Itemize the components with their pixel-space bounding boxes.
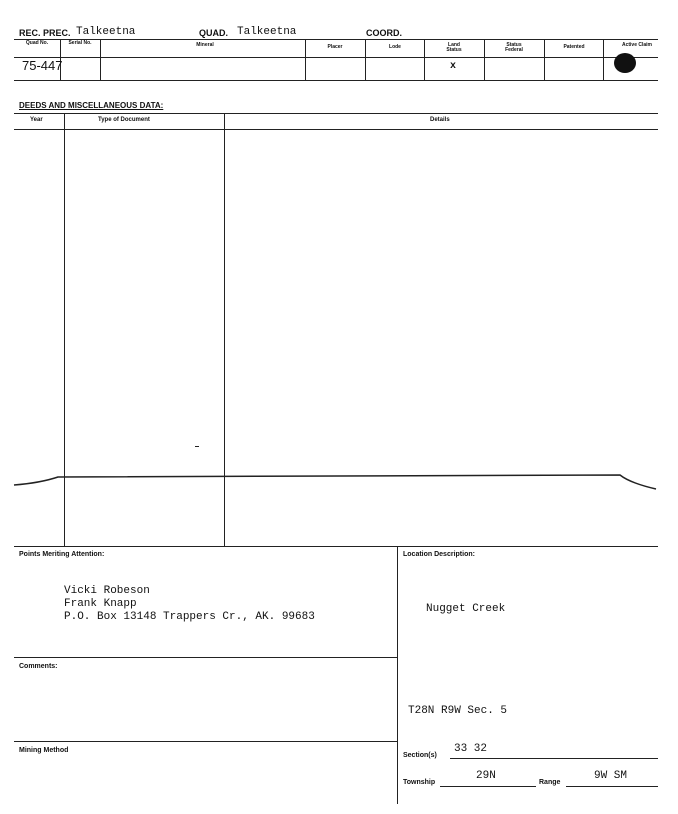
range-underline [566, 786, 658, 787]
coord-label: COORD. [366, 28, 402, 38]
table-col-divider [100, 40, 101, 80]
location-legal: T28N R9W Sec. 5 [408, 705, 508, 717]
location-name: Nugget Creek [426, 603, 506, 615]
col-year: Year [30, 117, 43, 123]
table-col-divider [484, 40, 485, 80]
points-comments-divider [14, 657, 397, 658]
table-col-divider [544, 40, 545, 80]
deeds-title: DEEDS AND MISCELLANEOUS DATA: [19, 101, 164, 110]
section-label: Section(s) [403, 752, 437, 759]
location-label: Location Description: [403, 551, 475, 558]
quad-value: Talkeetna [237, 26, 297, 38]
section-value: 33 32 [454, 743, 488, 755]
page-fold-line [0, 465, 678, 495]
quad-no-value: 75-447 [22, 58, 63, 73]
township-value: 29N [476, 770, 496, 782]
range-label: Range [539, 779, 561, 786]
col-patented: Patented [563, 44, 585, 50]
township-label: Township [403, 779, 436, 786]
table-top-border [14, 39, 658, 40]
deeds-header-divider [14, 129, 658, 130]
col-lode: Lode [389, 44, 401, 50]
col-type-of-document: Type of Document [98, 117, 150, 123]
col-serial-no: Serial No. [68, 40, 92, 46]
table-col-divider [424, 40, 425, 80]
col-land-status: Land Status [446, 42, 462, 53]
comments-label: Comments: [19, 663, 58, 670]
speck-mark [195, 446, 199, 447]
col-active-claim: Active Claim [621, 42, 652, 48]
points-line-3: P.O. Box 13148 Trappers Cr., AK. 99683 [64, 611, 315, 623]
points-line-1: Vicki Robeson [64, 585, 150, 597]
points-line-2: Frank Knapp [64, 598, 137, 610]
rec-prec-label: REC. PREC. [19, 28, 71, 38]
col-details: Details [430, 117, 450, 123]
section-underline [450, 758, 658, 759]
comments-mining-divider [14, 741, 397, 742]
table-col-divider [305, 40, 306, 80]
table-col-divider [603, 40, 604, 80]
table-bottom-border [14, 80, 658, 81]
col-mineral: Mineral [196, 42, 214, 48]
col-placer: Placer [327, 44, 343, 50]
township-underline [440, 786, 536, 787]
points-label: Points Meriting Attention: [19, 551, 105, 558]
col-status-federal: Status Federal [505, 42, 523, 53]
col-quad-no: Quad No. [25, 40, 49, 46]
rec-prec-value: Talkeetna [76, 26, 136, 38]
active-claim-mark [614, 53, 636, 73]
table-col-divider [365, 40, 366, 80]
quad-label: QUAD. [199, 28, 228, 38]
deeds-bottom-border [14, 546, 658, 547]
range-value: 9W SM [594, 770, 628, 782]
table-header-divider [14, 57, 658, 58]
deeds-top-border [14, 113, 658, 114]
lower-vertical-divider [397, 546, 398, 804]
land-status-value: x [450, 61, 457, 72]
mining-method-label: Mining Method [19, 747, 69, 754]
